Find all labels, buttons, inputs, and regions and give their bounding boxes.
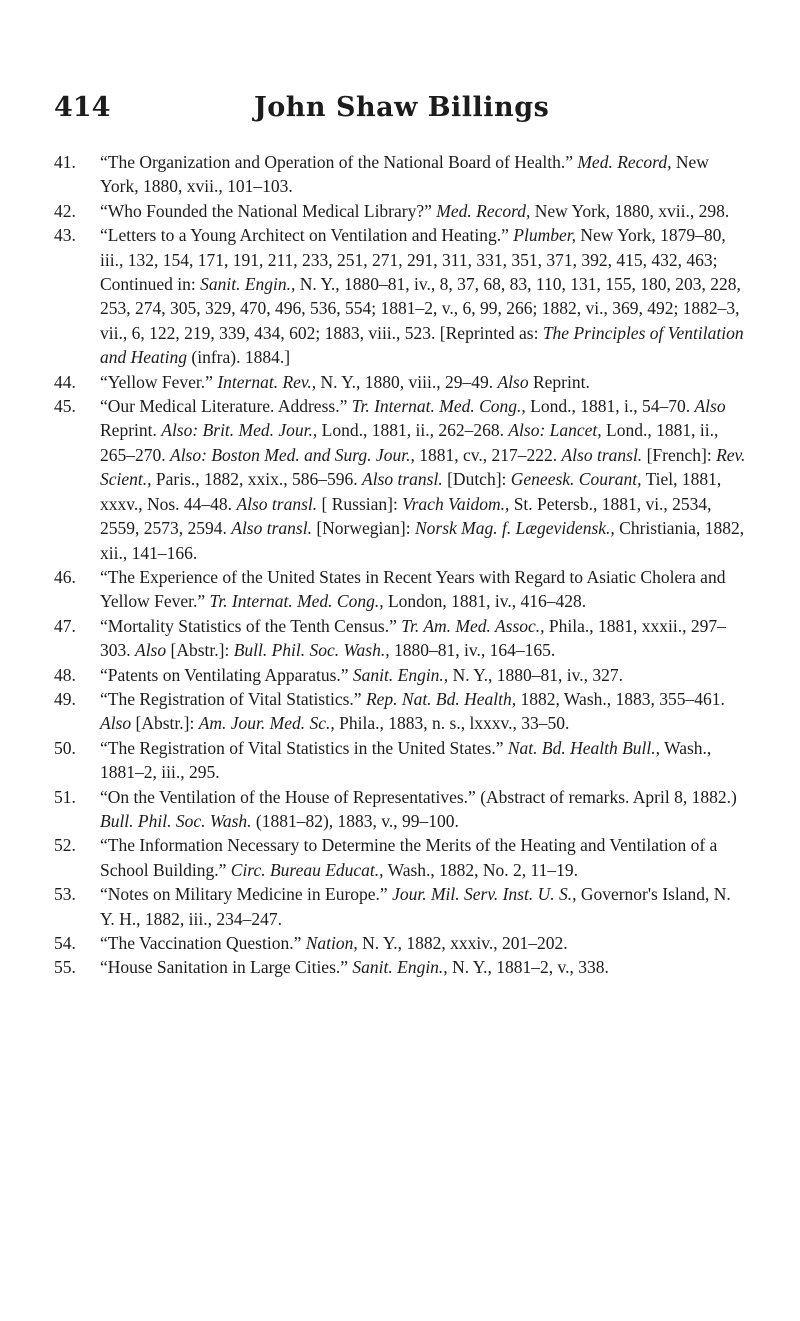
entry-text-segment: Tiel, 1881, xxxv., Nos. 44–48. [100, 469, 722, 514]
entry-text [100, 738, 711, 782]
entry-citation-italic: Also transl. [561, 444, 643, 465]
entry-number: 49. [54, 688, 76, 709]
entry-text-segment: N. Y., 1881–2, v., 338. [447, 957, 609, 978]
bibliography-entry [54, 150, 746, 199]
entry-text-segment: N. Y., 1880–81, iv., 327. [448, 664, 624, 685]
entry-text-segment: “Yellow Fever.” [100, 371, 218, 392]
entry-text-segment: Lond., 1881, ii., 265–270. [100, 420, 719, 465]
entry-text-segment: “The Organization and Operation of the National Board of Health.” [100, 152, 578, 172]
entry-citation-italic: Also [135, 640, 167, 661]
entry-text-segment: [Abstr.]: [166, 640, 234, 661]
entry-citation-italic: Also transl. [231, 518, 312, 539]
bibliography-entry [54, 882, 746, 931]
entry-text [100, 616, 726, 660]
entry-text [100, 665, 623, 685]
entry-text-segment: N. Y., 1882, xxxiv., 201–202. [357, 933, 568, 953]
entry-number: 52. [54, 835, 76, 856]
entry-text-segment: “The Information Necessary to Determine the Merits of the Heating and Ventilation of a School Building.” [100, 835, 718, 880]
entry-text-segment: Christiania, 1882, xii., 141–166. [100, 518, 745, 563]
bibliography-list [54, 150, 746, 980]
entry-text-segment: [Abstr.]: [131, 713, 199, 734]
entry-citation-italic: Bull. Phil. Soc. Wash. [100, 810, 252, 831]
bibliography-entry [54, 663, 746, 687]
entry-text-segment: Phila., 1883, n. s., lxxxv., 33–50. [334, 713, 570, 734]
entry-text-segment: 1881, cv., 217–222. [414, 444, 562, 465]
entry-text-segment: 1882, Wash., 1883, 355–461. [516, 688, 725, 709]
entry-citation-italic: Tr. Internat. Med. Cong., [209, 591, 384, 612]
entry-number: 55. [54, 957, 76, 978]
entry-number: 42. [54, 200, 76, 221]
entry-number: 43. [54, 225, 76, 246]
entry-text [100, 787, 737, 831]
entry-citation-italic: Med. Record, [436, 200, 531, 221]
entry-number: 47. [54, 615, 76, 636]
bibliography-entry [54, 199, 746, 223]
entry-citation-italic: Vrach Vaidom., [402, 493, 510, 514]
entry-text-segment: (1881–82), 1883, v., 99–100. [251, 810, 459, 831]
entry-number: 44. [54, 371, 76, 392]
entry-number: 41. [54, 152, 76, 172]
entry-text [100, 933, 568, 953]
entry-text [100, 884, 731, 928]
entry-citation-italic: Am. Jour. Med. Sc., [198, 713, 335, 734]
entry-text-segment: Governor's Island, N. Y. H., 1882, iii., 234–247. [100, 884, 731, 929]
entry-text [100, 201, 729, 221]
entry-citation-italic: Also transl. [362, 469, 443, 490]
entry-citation-italic: Rev. Scient., [100, 444, 746, 490]
entry-text [100, 567, 725, 611]
entry-text-segment: “House Sanitation in Large Cities.” [100, 957, 353, 978]
entry-text-segment: 1880–81, iv., 164–165. [389, 640, 556, 661]
entry-number: 45. [54, 396, 76, 417]
entry-text [100, 152, 709, 196]
entry-citation-italic: Also: Lancet, [508, 420, 602, 441]
entry-text-segment: Wash., 1882, No. 2, 11–19. [383, 859, 579, 880]
bibliography-entry [54, 565, 746, 614]
entry-citation-italic: Tr. Am. Med. Assoc., [401, 615, 545, 636]
entry-citation-italic: Also [497, 371, 529, 392]
entry-text-segment: “Who Founded the National Medical Library?” [100, 200, 437, 221]
entry-text-segment: Phila., 1881, xxxii., 297–303. [100, 615, 726, 661]
entry-text-segment: Reprint. [528, 371, 590, 392]
entry-text-segment: “On the Ventilation of the House of Representatives.” (Abstract of remarks. April 8, 1882.) [100, 786, 737, 807]
entry-text [100, 225, 744, 367]
entry-text-segment: New York, 1879–80, iii., 132, 154, 171, 191, 211, 233, 251, 271, 291, 311, 331, 351, 371, 392, 415, 432, 463; Continued in: [100, 225, 726, 295]
entry-citation-italic: Jour. Mil. Serv. Inst. U. S., [392, 884, 577, 905]
entry-citation-italic: Bull. Phil. Soc. Wash., [233, 640, 390, 661]
bibliography-entry [54, 394, 746, 565]
entry-citation-italic: Geneesk. Courant, [510, 469, 642, 490]
bibliography-entry [54, 955, 746, 979]
entry-text-segment: “The Experience of the United States in Recent Years with Regard to Asiatic Cholera and Yellow Fever.” [100, 566, 726, 612]
bibliography-entry [54, 736, 746, 785]
entry-citation-italic: Circ. Bureau Educat., [230, 859, 384, 880]
entry-number: 48. [54, 664, 76, 685]
entry-citation-italic: Tr. Internat. Med. Cong., [351, 396, 526, 417]
entry-number: 51. [54, 786, 76, 807]
entry-text-segment: N. Y., 1880–81, iv., 8, 37, 68, 83, 110, 131, 155, 180, 203, 228, 253, 274, 305, 329, 470, 496, 536, 554; 1881–2, v., 6, 99, 266; 1882, vi., 369, 492; 1882–3, vii., 6, 122, 219, 339, 434, 602; 1883, viii., 523. [Reprinted as: [100, 274, 741, 343]
page-number: 414 [54, 92, 111, 123]
bibliography-entry [54, 931, 746, 955]
page-header [54, 92, 746, 132]
entry-text-segment: [ Russian]: [317, 493, 403, 514]
entry-citation-italic: Sanit. Engin., [352, 664, 449, 685]
entry-text-segment: [Norwegian]: [311, 518, 415, 539]
entry-text-segment: “Our Medical Literature. Address.” [100, 396, 352, 417]
running-title: John Shaw Billings [254, 92, 550, 123]
entry-number: 50. [54, 737, 76, 758]
entry-citation-italic: Plumber, [513, 225, 576, 246]
entry-text-segment: “The Registration of Vital Statistics in the United States.” [100, 737, 508, 758]
entry-citation-italic: Med. Record, [577, 152, 672, 172]
entry-citation-italic: Also [100, 713, 132, 734]
entry-number: 54. [54, 933, 76, 953]
entry-text-segment: “Letters to a Young Architect on Ventilation and Heating.” [100, 225, 514, 246]
entry-text-segment: “Mortality Statistics of the Tenth Census.” [100, 615, 402, 636]
entry-text-segment: N. Y., 1880, viii., 29–49. [316, 371, 498, 392]
entry-text-segment: “Notes on Military Medicine in Europe.” [100, 884, 393, 905]
bibliography-entry [54, 687, 746, 736]
entry-text-segment: Lond., 1881, i., 54–70. [525, 396, 695, 417]
entry-citation-italic: The Principles of Ventilation and Heating [100, 322, 744, 368]
bibliography-entry [54, 833, 746, 882]
entry-text-segment: (infra). 1884.] [187, 347, 291, 368]
entry-text-segment: [Dutch]: [442, 469, 511, 490]
entry-citation-italic: Also transl. [236, 493, 318, 514]
entry-citation-italic: Also: Boston Med. and Surg. Jour., [170, 444, 415, 465]
entry-text [100, 372, 590, 392]
entry-text [100, 835, 717, 879]
entry-text-segment: Paris., 1882, xxix., 586–596. [151, 469, 363, 490]
entry-number: 46. [54, 566, 76, 587]
entry-citation-italic: Nation, [305, 933, 358, 953]
entry-text-segment: [French]: [642, 444, 717, 465]
entry-text [100, 957, 609, 977]
entry-text-segment: Reprint. [100, 420, 162, 441]
entry-text-segment: “The Vaccination Question.” [100, 933, 306, 953]
entry-text-segment: New York, 1880, xvii., 298. [530, 200, 730, 221]
entry-text-segment: Wash., 1881–2, iii., 295. [100, 737, 712, 783]
entry-text [100, 396, 745, 562]
entry-text-segment: New York, 1880, xvii., 101–103. [100, 152, 709, 197]
entry-citation-italic: Internat. Rev., [217, 371, 317, 392]
entry-citation-italic: Also: Brit. Med. Jour., [161, 420, 318, 441]
entry-text [100, 689, 725, 733]
bibliography-entry [54, 614, 746, 663]
entry-text-segment: London, 1881, iv., 416–428. [383, 591, 587, 612]
bibliography-entry [54, 370, 746, 394]
bibliography-entry [54, 785, 746, 834]
entry-text-segment: Lond., 1881, ii., 262–268. [317, 420, 509, 441]
bibliography-entry [54, 223, 746, 369]
entry-citation-italic: Nat. Bd. Health Bull., [507, 737, 661, 758]
entry-citation-italic: Rep. Nat. Bd. Health, [365, 688, 517, 709]
entry-text-segment: “Patents on Ventilating Apparatus.” [100, 664, 353, 685]
entry-text-segment: “The Registration of Vital Statistics.” [100, 688, 366, 709]
entry-number: 53. [54, 884, 76, 905]
entry-text-segment: St. Petersb., 1881, vi., 2534, 2559, 2573, 2594. [100, 493, 712, 539]
entry-citation-italic: Also [694, 396, 726, 417]
entry-citation-italic: Norsk Mag. f. Lægevidensk., [415, 518, 615, 539]
entry-citation-italic: Sanit. Engin., [352, 957, 448, 978]
entry-citation-italic: Sanit. Engin., [200, 274, 296, 295]
